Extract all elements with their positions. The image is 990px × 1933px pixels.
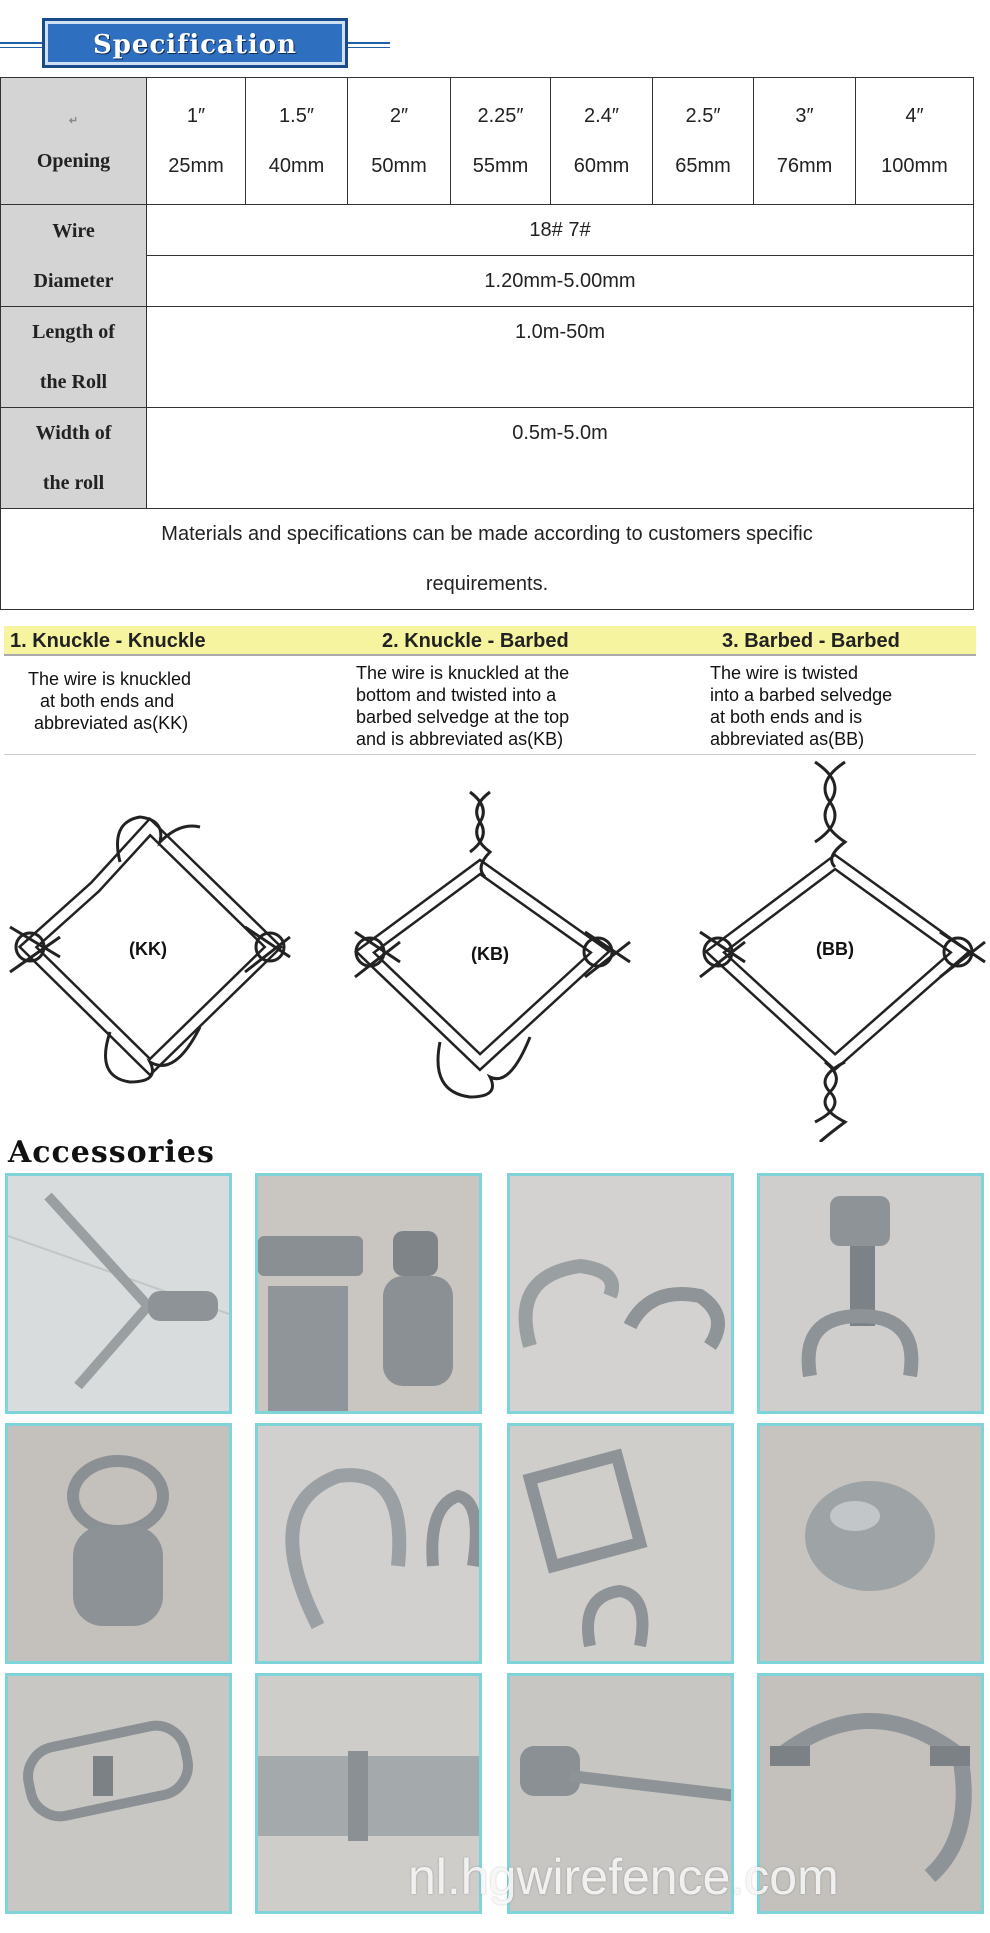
opening-row <box>1 78 974 205</box>
selvedge-types <box>4 626 976 749</box>
wire-label-cell <box>1 205 147 307</box>
opening-mm: 40mm <box>268 155 325 177</box>
opening-inch: 2″ <box>389 105 409 127</box>
accessory-photo-tightener <box>5 1673 232 1914</box>
opening-cell <box>754 78 856 205</box>
desc-line: bottom and twisted into a <box>356 685 557 705</box>
width-label-line2: the roll <box>42 472 105 494</box>
spec-table <box>0 77 974 610</box>
length-label-line1: Length of <box>32 321 115 343</box>
note-row <box>1 509 974 610</box>
wire-mm-value: 1.20mm-5.00mm <box>147 256 974 307</box>
desc-line: and is abbreviated as(KB) <box>356 729 564 749</box>
opening-label-cell: ↵ Opening <box>1 78 147 205</box>
opening-mm: 100mm <box>881 155 948 177</box>
length-value-cell <box>147 307 974 408</box>
desc-line: The wire is knuckled at the <box>356 663 570 683</box>
note-cell <box>1 509 974 610</box>
type-title-kb: 2. Knuckle - Barbed <box>382 630 569 652</box>
opening-mm: 76mm <box>776 155 833 177</box>
type-desc-kk <box>28 668 191 734</box>
mesh-diagrams <box>0 742 990 1142</box>
type-title-bb: 3. Barbed - Barbed <box>722 630 900 652</box>
opening-mm: 50mm <box>371 155 427 177</box>
opening-inch: 1″ <box>186 105 206 127</box>
opening-label: Opening <box>36 150 111 172</box>
opening-mm: 60mm <box>573 155 630 177</box>
wire-label-line2: Diameter <box>33 269 114 292</box>
types-title-band <box>4 626 976 656</box>
length-label-cell <box>1 307 147 408</box>
accessory-photo-loop-cap <box>5 1423 232 1664</box>
desc-line: abbreviated as(KK) <box>34 713 189 733</box>
opening-cell <box>246 78 348 205</box>
desc-line: at both ends and is <box>710 707 863 727</box>
type-desc-bb <box>710 662 892 750</box>
opening-inch: 2.4″ <box>584 105 619 127</box>
kb-code: (KB) <box>471 944 509 964</box>
opening-cell <box>551 78 653 205</box>
desc-line: into a barbed selvedge <box>710 685 893 705</box>
note-line1: Materials and specifications can be made according to customers specific <box>161 523 813 545</box>
spec-header <box>0 16 390 70</box>
accessory-photo-gate-hinge <box>757 1173 984 1414</box>
note-line2: requirements. <box>425 573 549 595</box>
spec-title-badge <box>42 18 348 68</box>
length-row <box>1 307 974 408</box>
wire-row-mm <box>1 256 974 307</box>
width-label-cell <box>1 408 147 509</box>
bb-code: (BB) <box>816 939 854 959</box>
width-label-line1: Width of <box>35 422 112 444</box>
opening-cell <box>856 78 974 205</box>
accessory-photo-clamps <box>255 1423 482 1664</box>
opening-cell <box>451 78 551 205</box>
spec-title: Specification <box>92 30 298 60</box>
width-value-cell <box>147 408 974 509</box>
watermark: nl.hgwirefence.com <box>408 1849 839 1905</box>
accessory-photo-dome-cap <box>757 1423 984 1664</box>
wire-gauge-value: 18# 7# <box>147 205 974 256</box>
opening-mm: 65mm <box>675 155 731 177</box>
opening-cell <box>348 78 451 205</box>
desc-line: The wire is knuckled <box>28 669 192 689</box>
accessory-photo-brace-band <box>507 1173 734 1414</box>
width-row <box>1 408 974 509</box>
type-title-kk: 1. Knuckle - Knuckle <box>10 630 206 652</box>
kk-code: (KK) <box>129 939 167 959</box>
opening-inch: 1.5″ <box>279 105 314 127</box>
opening-inch: 2.5″ <box>685 105 721 127</box>
length-value: 1.0m-50m <box>514 321 606 343</box>
accessories-title: Accessories <box>8 1135 215 1170</box>
wire-row-gauge <box>1 205 974 256</box>
wire-label-line1: Wire <box>52 219 95 242</box>
opening-cell <box>653 78 754 205</box>
desc-line: at both ends and <box>40 691 175 711</box>
opening-mm: 25mm <box>168 155 224 177</box>
accessory-photo-post-caps <box>255 1173 482 1414</box>
type-desc-kb <box>356 662 569 750</box>
opening-inch: 2.25″ <box>477 105 524 127</box>
desc-line: The wire is twisted <box>710 663 859 683</box>
length-label-line2: the Roll <box>39 371 108 393</box>
accessory-photo-tension-bar <box>5 1173 232 1414</box>
width-value: 0.5m-5.0m <box>512 422 608 444</box>
opening-inch: 3″ <box>795 105 814 127</box>
opening-mm: 55mm <box>472 155 529 177</box>
opening-cell <box>147 78 246 205</box>
desc-line: abbreviated as(BB) <box>710 729 865 749</box>
opening-inch: 4″ <box>905 105 924 127</box>
desc-line: barbed selvedge at the top <box>356 707 570 727</box>
accessory-photo-square-clamp <box>507 1423 734 1664</box>
